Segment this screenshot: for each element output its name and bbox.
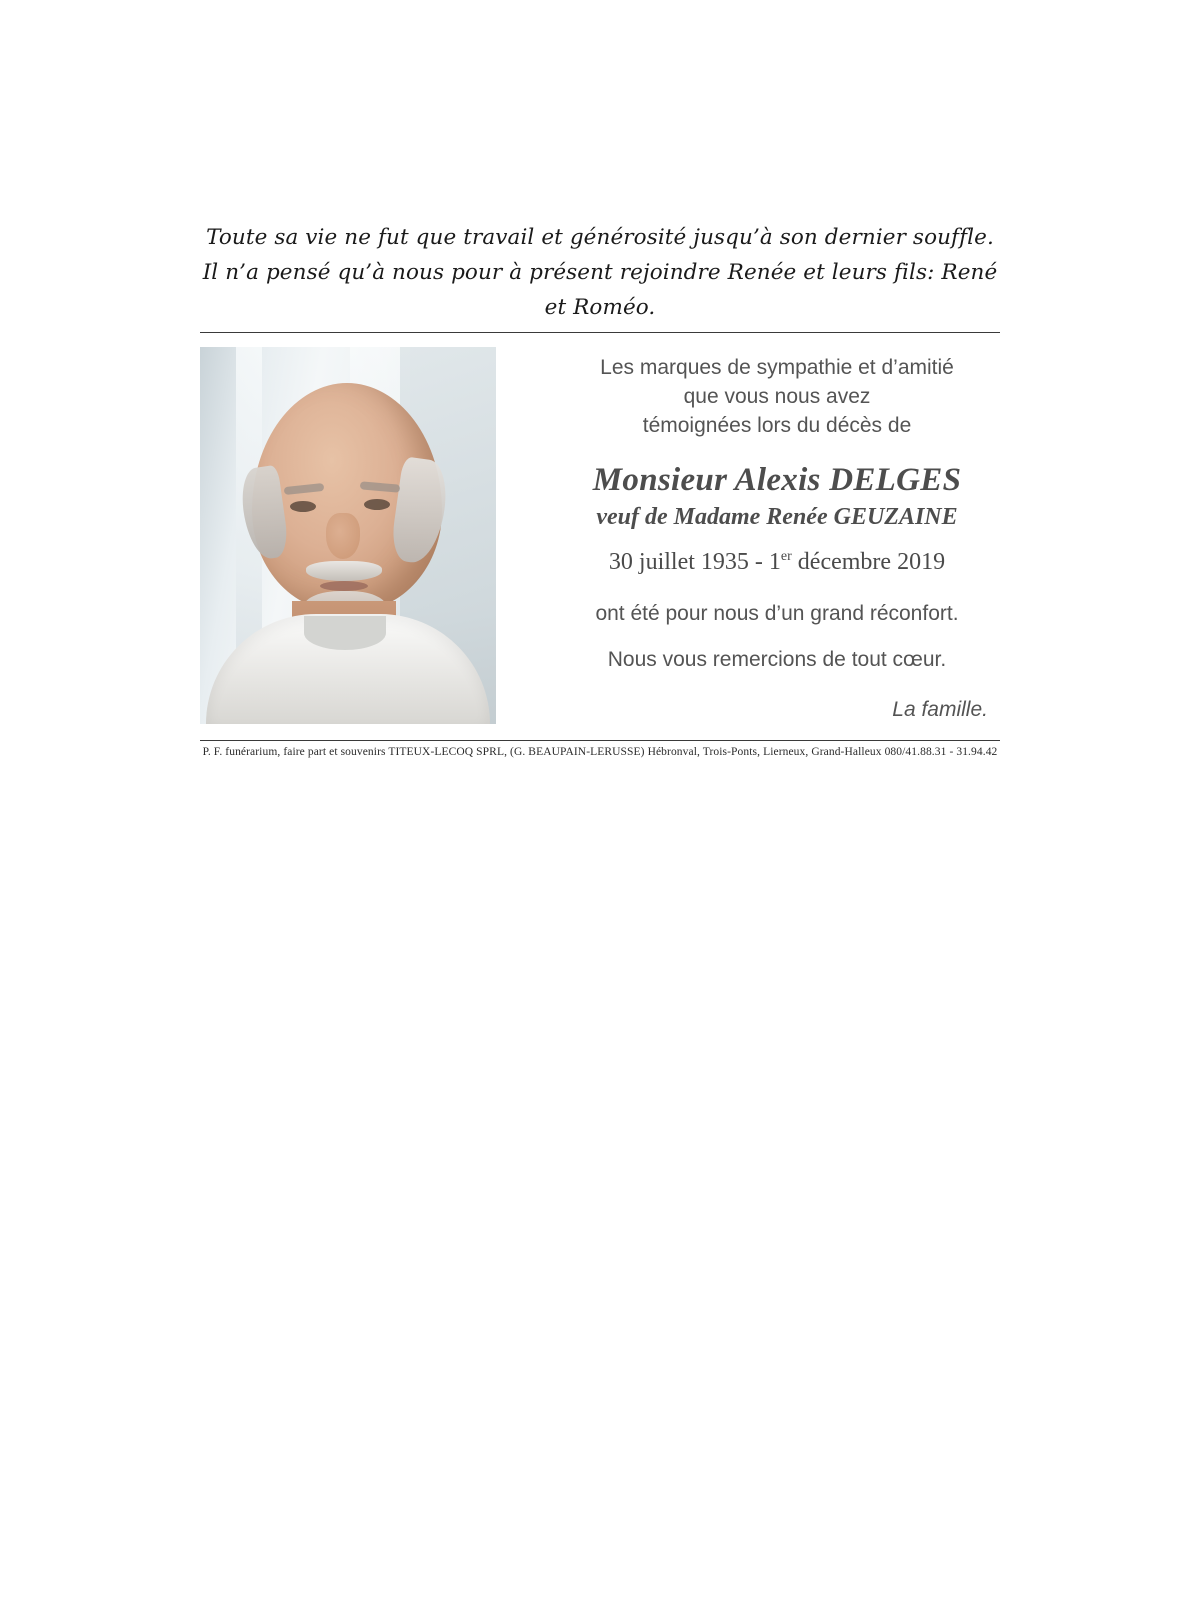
death-day: 1 bbox=[768, 549, 781, 575]
intro-line-1: Les marques de sympathie et d’amitié bbox=[600, 356, 954, 379]
birth-date: 30 juillet 1935 - bbox=[608, 549, 769, 575]
memorial-card bbox=[200, 220, 1000, 758]
thanks-line: Nous vous remercions de tout cœur. bbox=[607, 648, 947, 671]
epitaph-line-2: Il n’a pensé qu’à nous pour à présent rejoindre Renée et leurs fils: René et Roméo. bbox=[202, 260, 998, 320]
intro-block bbox=[554, 353, 1000, 440]
signature-line: La famille. bbox=[892, 698, 988, 721]
intro-line-3: témoignées lors du décès de bbox=[642, 414, 912, 437]
deceased-name: Monsieur Alexis DELGES bbox=[592, 462, 962, 498]
portrait-moustache bbox=[306, 561, 382, 581]
portrait-eye-right bbox=[364, 499, 390, 510]
death-day-ordinal: er bbox=[780, 549, 792, 564]
epitaph-block bbox=[200, 220, 1000, 332]
memorial-body bbox=[200, 333, 1000, 724]
portrait-nose bbox=[326, 513, 360, 559]
comfort-line: ont été pour nous d’un grand réconfort. bbox=[595, 602, 959, 625]
life-dates bbox=[554, 549, 1000, 576]
portrait-eye-left bbox=[290, 501, 316, 512]
spouse-line: veuf de Madame Renée GEUZAINE bbox=[596, 504, 958, 530]
portrait-image bbox=[200, 347, 496, 724]
portrait-photo bbox=[200, 347, 496, 724]
death-date-rest: décembre 2019 bbox=[791, 549, 946, 575]
portrait-mouth bbox=[320, 581, 368, 591]
memorial-text-column bbox=[496, 347, 1000, 722]
divider-bottom bbox=[200, 740, 1000, 741]
epitaph-line-1: Toute sa vie ne fut que travail et générosité jusqu’à son dernier souffle. bbox=[206, 225, 994, 250]
portrait-collar bbox=[304, 616, 386, 650]
intro-line-2: que vous nous avez bbox=[683, 385, 871, 408]
printer-credit: P. F. funérarium, faire part et souvenirs TITEUX-LECOQ SPRL, (G. BEAUPAIN-LERUSSE) Hébronval, Trois-Ponts, Lierneux, Grand-Halleux 080/41.88.31 - 31.94.42 bbox=[202, 746, 998, 758]
